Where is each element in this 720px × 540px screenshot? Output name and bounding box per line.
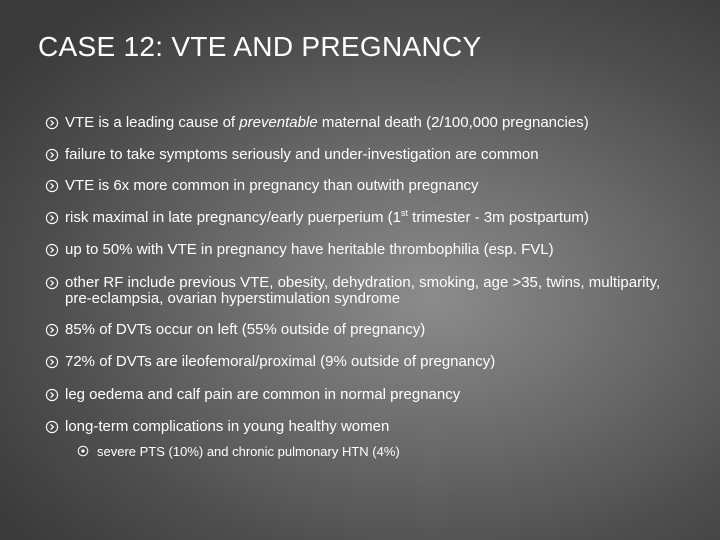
circled-arrow-right-icon — [45, 355, 59, 369]
circled-arrow-right-icon — [45, 276, 59, 290]
sub-bullet-item — [77, 444, 677, 459]
bullet-text: risk maximal in late pregnancy/early puerperium (1st trimester - 3m postpartum) — [65, 208, 589, 226]
circled-arrow-right-icon — [45, 179, 59, 193]
bullet-text: leg oedema and calf pain are common in normal pregnancy — [65, 386, 461, 403]
circled-arrow-right-icon — [45, 243, 59, 257]
circled-arrow-right-icon — [45, 420, 59, 434]
bullet-item — [45, 275, 685, 307]
superscript-text: st — [400, 208, 408, 218]
circled-arrow-right-icon — [45, 323, 59, 337]
bullet-text: other RF include previous VTE, obesity, dehydration, smoking, age >35, twins, multiparity, pre-eclampsia, ovarian hyperstimulation syndrome — [65, 274, 661, 307]
bullet-item — [45, 178, 685, 194]
bullet-item — [45, 210, 685, 226]
bullet-item — [45, 322, 685, 338]
bullet-text: long-term complications in young healthy women — [65, 418, 390, 435]
slide-title: CASE 12: VTE AND PREGNANCY — [38, 31, 482, 62]
circled-arrow-right-icon — [45, 211, 59, 225]
bullet-text: 72% of DVTs are ileofemoral/proximal (9% outside of pregnancy) — [65, 353, 496, 370]
bullet-item — [45, 419, 685, 435]
bullet-text: failure to take symptoms seriously and under-investigation are common — [65, 146, 539, 163]
bullet-item — [45, 242, 685, 258]
bullet-text: 85% of DVTs occur on left (55% outside of pregnancy) — [65, 321, 426, 338]
bullet-text: VTE is a leading cause of preventable maternal death (2/100,000 pregnancies) — [65, 114, 589, 131]
bullet-text: VTE is 6x more common in pregnancy than outwith pregnancy — [65, 177, 479, 194]
circled-arrow-right-icon — [45, 148, 59, 162]
bullet-item — [45, 387, 685, 403]
circled-arrow-right-icon — [45, 388, 59, 402]
circled-dot-icon — [77, 445, 89, 457]
sub-bullet-text: severe PTS (10%) and chronic pulmonary HTN (4%) — [97, 444, 400, 459]
bullet-item — [45, 115, 685, 131]
bullet-item — [45, 147, 685, 163]
bullet-text: up to 50% with VTE in pregnancy have heritable thrombophilia (esp. FVL) — [65, 241, 554, 258]
emphasis-text: preventable — [239, 114, 318, 131]
circled-arrow-right-icon — [45, 116, 59, 130]
bullet-item — [45, 354, 685, 370]
